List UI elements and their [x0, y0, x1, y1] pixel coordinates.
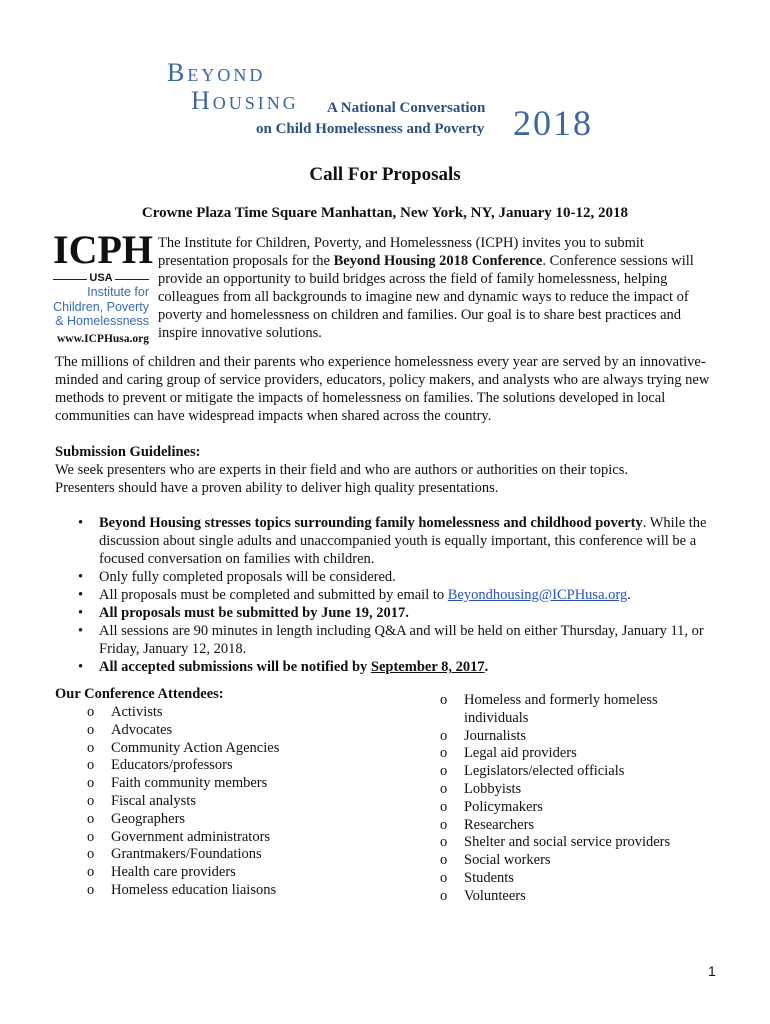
- conference-name: Beyond Housing 2018 Conference: [333, 253, 543, 269]
- attendee-label: Volunteers: [464, 887, 526, 904]
- attendee-label: Health care providers: [111, 864, 236, 881]
- guidelines-bullet-list: [55, 514, 720, 676]
- circle-bullet-icon: o: [440, 763, 448, 780]
- circle-bullet-icon: o: [87, 881, 95, 898]
- logo-year: 2018: [513, 103, 593, 143]
- page-title: Call For Proposals: [309, 164, 461, 185]
- bullet-item: [55, 604, 720, 622]
- icph-acronym: ICPH: [53, 227, 153, 272]
- bullet-1-bold: Beyond Housing stresses topics surrounding family homelessness and childhood poverty: [99, 515, 643, 531]
- attendee-label: Geographers: [111, 810, 186, 827]
- circle-bullet-icon: o: [87, 721, 95, 738]
- intro-text-2: . Conference sessions will provide an opportunity to build bridges across the field of family homelessness, helping colleagues from all backgrounds to imagine new and dynamic ways to reduce the impact of poverty and homelessness on children and families. Our goal is to share best practices and inspire innovative solutions.: [158, 253, 694, 341]
- icph-rule-left: [53, 279, 87, 280]
- icph-url: www.ICPHusa.org: [56, 332, 149, 345]
- circle-bullet-icon: o: [440, 852, 448, 869]
- attendee-label: Fiscal analysts: [111, 792, 196, 809]
- attendee-label: Journalists: [464, 727, 527, 744]
- circle-bullet-icon: o: [440, 816, 448, 833]
- bullet-item: [55, 568, 720, 586]
- page-number: 1: [708, 963, 716, 979]
- attendee-label: Faith community members: [111, 775, 268, 792]
- intro-paragraph: [158, 234, 718, 342]
- circle-bullet-icon: o: [440, 727, 448, 744]
- icph-name-line1: Institute for: [87, 285, 149, 299]
- attendee-label: Legal aid providers: [464, 745, 577, 762]
- icph-country-text: USA: [89, 272, 113, 284]
- circle-bullet-icon: o: [440, 887, 448, 904]
- attendee-label: Advocates: [111, 721, 173, 738]
- submission-guidelines: [55, 443, 720, 497]
- logo-tagline-line1: A National Conversation: [327, 100, 486, 116]
- attendee-label: Policymakers: [464, 798, 543, 815]
- attendee-label: Homeless and formerly homeless individuals: [464, 692, 658, 726]
- bullet-item: [55, 586, 720, 604]
- circle-bullet-icon: o: [87, 864, 95, 881]
- circle-bullet-icon: o: [440, 692, 448, 708]
- logo-housing-text: Housing: [191, 86, 299, 115]
- attendee-label: Social workers: [464, 852, 551, 869]
- bullet-6-end: .: [484, 659, 489, 675]
- list-item: [87, 775, 387, 793]
- list-item: [440, 781, 710, 799]
- list-item: [87, 811, 387, 829]
- icph-institute-name: [53, 285, 149, 329]
- list-item: [87, 722, 387, 740]
- list-item: [87, 846, 387, 864]
- list-item: [87, 704, 387, 722]
- circle-bullet-icon: o: [440, 869, 448, 886]
- attendee-label: Lobbyists: [464, 780, 522, 797]
- circle-bullet-icon: o: [440, 745, 448, 762]
- list-item: [440, 870, 710, 888]
- attendee-label: Legislators/elected officials: [464, 763, 625, 780]
- logo-beyond-text: Beyond: [167, 58, 266, 87]
- list-item: [440, 763, 710, 781]
- bullet-3-text: All proposals must be completed and submitted by email to: [99, 587, 448, 603]
- attendee-label: Researchers: [464, 816, 535, 833]
- list-item: [440, 834, 710, 852]
- list-item: [440, 799, 710, 817]
- icph-name-line2: Children, Poverty: [53, 299, 149, 314]
- bullet-1-text: . While the discussion about single adults and unaccompanied youth is equally important, this conference will be a focused conversation on families with children.: [99, 515, 707, 567]
- circle-bullet-icon: o: [87, 739, 95, 756]
- bullet-icon: •: [78, 659, 84, 675]
- attendee-label: Government administrators: [111, 828, 271, 845]
- icph-name-line3: & Homelessness: [55, 314, 149, 328]
- bullet-3-end: .: [627, 587, 631, 603]
- list-item: [87, 740, 387, 758]
- icph-logo: [53, 227, 153, 345]
- circle-bullet-icon: o: [440, 798, 448, 815]
- bullet-icon: •: [78, 605, 84, 621]
- list-item: [87, 793, 387, 811]
- list-item: [87, 882, 387, 900]
- bullet-icon: •: [78, 569, 84, 585]
- circle-bullet-icon: o: [87, 757, 95, 774]
- guidelines-line1: We seek presenters who are experts in their field and who are authors or authorities on their topics.: [55, 462, 629, 478]
- list-item: [87, 829, 387, 847]
- venue-line: Crowne Plaza Time Square Manhattan, New York, NY, January 10-12, 2018: [141, 205, 629, 221]
- attendee-label: Homeless education liaisons: [111, 881, 277, 898]
- circle-bullet-icon: o: [87, 704, 95, 720]
- bullet-icon: •: [78, 515, 84, 531]
- notification-date: September 8, 2017: [370, 659, 485, 675]
- bullet-6-text: All accepted submissions will be notified by: [99, 659, 371, 675]
- intro-text-1: The Institute for Children, Poverty, and Homelessness (ICPH) invites you to submit presentation proposals for the: [158, 235, 644, 269]
- list-item: [440, 817, 710, 835]
- circle-bullet-icon: o: [87, 828, 95, 845]
- context-paragraph: The millions of children and their parents who experience homelessness every year are served by an innovative-minded and caring group of service providers, educators, policy makers, and analysts who are always trying new methods to prevent or mitigate the impacts of homelessness on families. The solutions developed in local communities can have widespread impacts when shared across the country.: [55, 354, 710, 424]
- attendee-label: Community Action Agencies: [111, 739, 280, 756]
- list-item: [440, 745, 710, 763]
- bullet-2-text: Only fully completed proposals will be considered.: [99, 569, 396, 585]
- attendees-list-left: [87, 704, 387, 900]
- list-item: [440, 888, 710, 906]
- attendee-label: Shelter and social service providers: [464, 834, 671, 851]
- attendees-list-right: [440, 692, 710, 906]
- attendees-heading: Our Conference Attendees:: [55, 686, 224, 702]
- list-item: [87, 864, 387, 882]
- list-item: [87, 757, 387, 775]
- attendee-label: Activists: [111, 704, 163, 720]
- guidelines-heading: Submission Guidelines:: [55, 444, 201, 460]
- circle-bullet-icon: o: [440, 780, 448, 797]
- list-item: [440, 728, 710, 746]
- logo-tagline-line2: on Child Homelessness and Poverty: [256, 121, 485, 137]
- icph-rule-right: [115, 279, 149, 280]
- circle-bullet-icon: o: [87, 792, 95, 809]
- attendee-label: Students: [464, 869, 514, 886]
- list-item: [440, 852, 710, 870]
- bullet-item: [55, 658, 720, 676]
- email-link[interactable]: Beyondhousing@ICPHusa.org: [447, 587, 628, 603]
- list-item: [440, 692, 710, 728]
- circle-bullet-icon: o: [87, 810, 95, 827]
- circle-bullet-icon: o: [87, 775, 95, 792]
- icph-country: [53, 272, 149, 284]
- circle-bullet-icon: o: [440, 834, 448, 851]
- bullet-5-text: All sessions are 90 minutes in length including Q&A and will be held on either Thursday, January 11, or Friday, January 12, 2018.: [99, 623, 704, 657]
- attendee-label: Educators/professors: [111, 757, 233, 774]
- bullet-item: [55, 514, 720, 568]
- bullet-icon: •: [78, 587, 84, 603]
- bullet-icon: •: [78, 623, 84, 639]
- bullet-4-text: All proposals must be submitted by June 19, 2017.: [99, 605, 409, 621]
- attendee-label: Grantmakers/Foundations: [111, 846, 262, 863]
- circle-bullet-icon: o: [87, 846, 95, 863]
- guidelines-line2: Presenters should have a proven ability to deliver high quality presentations.: [55, 480, 499, 496]
- bullet-item: [55, 622, 720, 658]
